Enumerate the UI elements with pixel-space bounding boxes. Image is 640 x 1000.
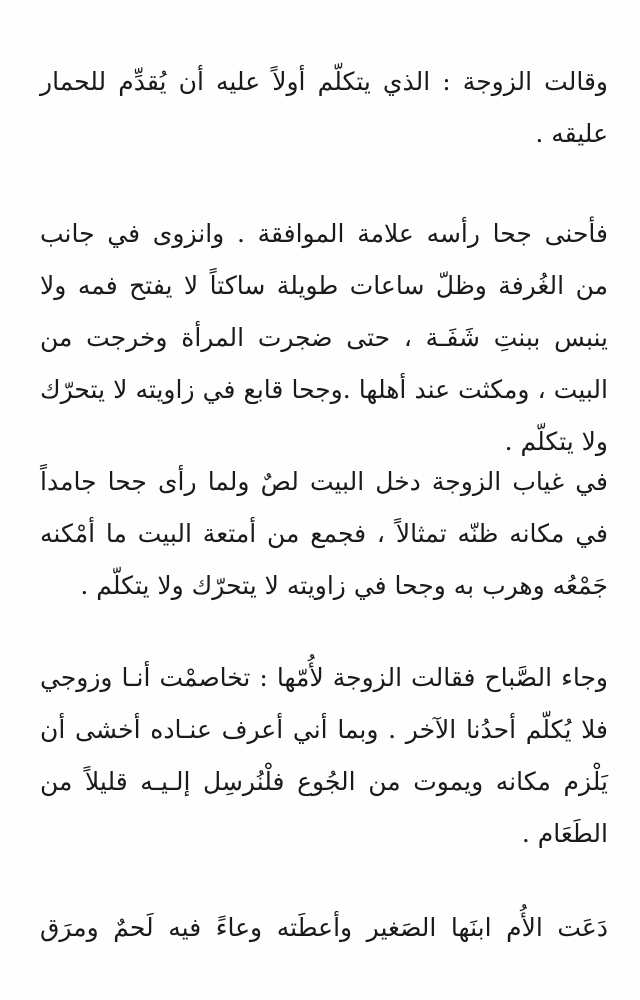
paragraph-2: فأحنى جحا رأسه علامة الموافقة . وانزوى في جانب من الغُرفة وظلّ ساعات طويلة ساكتاً لا يفتح فمه ولا ينبس ببنتِ شَفَـة ، حتى ضجرت المرأة وخرجت من البيت ، ومكثت عند أهلها .وجحا قابع في زاويته لا يتحرّك ولا يتكلّم . — [40, 219, 608, 456]
paragraph-3: في غياب الزوجة دخل البيت لصٌ ولما رأى جحا جامداً في مكانه ظنّه تمثالاً ، فجمع من أمتعة البيت ما أمْكنه جَمْعُه وهرب به وجحا في زاويته لا يتحرّك ولا يتكلّم . — [40, 467, 608, 600]
paragraph-5: دَعَت الأُم ابنَها الصَغير وأعطَته وعاءً فيه لَحمٌ ومرَق — [40, 913, 608, 942]
paragraph-4: وجاء الصَّباح فقالت الزوجة لأُمّها : تخاصمْت أنـا وزوجي فلا يُكلّم أحدُنا الآخر . وبما أني أعرف عنـاده أخشى أن يَلْزم مكانه ويموت من الجُوع فلْنُرسِل إلـيـه قليلاً من الطَعَام . — [40, 663, 608, 848]
paragraph-1: وقالت الزوجة : الذي يتكلّم أولاً عليه أن يُقدِّم للحمار عليقه . — [40, 67, 608, 148]
